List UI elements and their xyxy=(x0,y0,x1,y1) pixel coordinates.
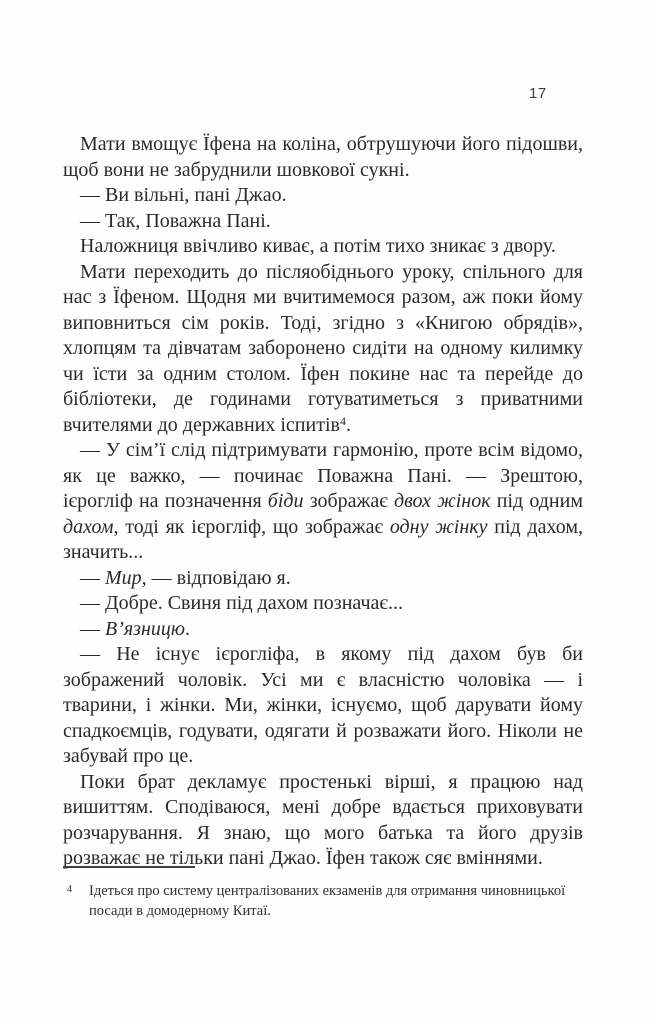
paragraph: — Не існує ієрогліфа, в якому під дахом був би зображений чоловік. Усі ми є власністю чоловіка — і тварини, і жінки. Ми, жінки, існуємо, щоб дарувати йому спадкоємців, годувати, одягати й розважати його. Ніколи не забувай про це. xyxy=(63,643,583,767)
paragraph: — Ви вільні, пані Джао. xyxy=(80,184,287,206)
footnote xyxy=(63,881,583,921)
paragraph: — Мир, — відповідаю я. xyxy=(80,566,291,589)
footnote-text: Ідеться про систему централізованих екзаменів для отримання чиновницької посади в домодерному Китаї. xyxy=(89,883,566,919)
paragraph: Мати переходить до післяобіднього уроку, спільного для нас з Їфеном. Щодня ми вчитимемося разом, аж поки йому виповниться сім років. Тоді, згідно з «Книгою обрядів», хлопцям та дівчатам заборонено сидіти на одному килимку чи їсти за одним столом. Їфен покине нас та перейде до бібліотеки, де годинами готуватиметься з приватними вчителями до державних іспитів$^4$. xyxy=(63,260,583,436)
paragraph: Мати вмощує Їфена на коліна, обтрушуючи його підошви, щоб вони не забруднили шовкової сукні. xyxy=(63,133,583,181)
paragraph: — Добре. Свиня під дахом позначає... xyxy=(80,592,403,614)
paragraph: — Так, Поважна Пані. xyxy=(80,209,271,232)
paragraph: Наложниця ввічливо киває, а потім тихо зникає з двору. xyxy=(80,235,556,257)
text-block xyxy=(63,132,583,872)
footnote-area xyxy=(63,866,583,921)
paragraph: — В’язницю. xyxy=(80,617,190,640)
page-number: 17 xyxy=(529,85,547,102)
paragraph: Поки брат декламує простенькі вірші, я працюю над вишиттям. Сподіваюся, мені добре вдається приховувати розчарування. Я знаю, що мого батька та його друзів розважає не тільки пані Джао. Їфен також сяє вміннями. xyxy=(63,770,583,869)
footnote-divider xyxy=(63,866,195,868)
footnote-marker: 4 xyxy=(67,884,72,895)
paragraph: — У сім’ї слід підтримувати гармонію, проте всім відомо, як це важко, — починає Поважна Пані. — Зрештою, ієрогліф на позначення біди зображає двох жінок під одним дахом, тоді як ієрогліф, що зображає одну жінку під дахом, значить... xyxy=(63,439,583,563)
